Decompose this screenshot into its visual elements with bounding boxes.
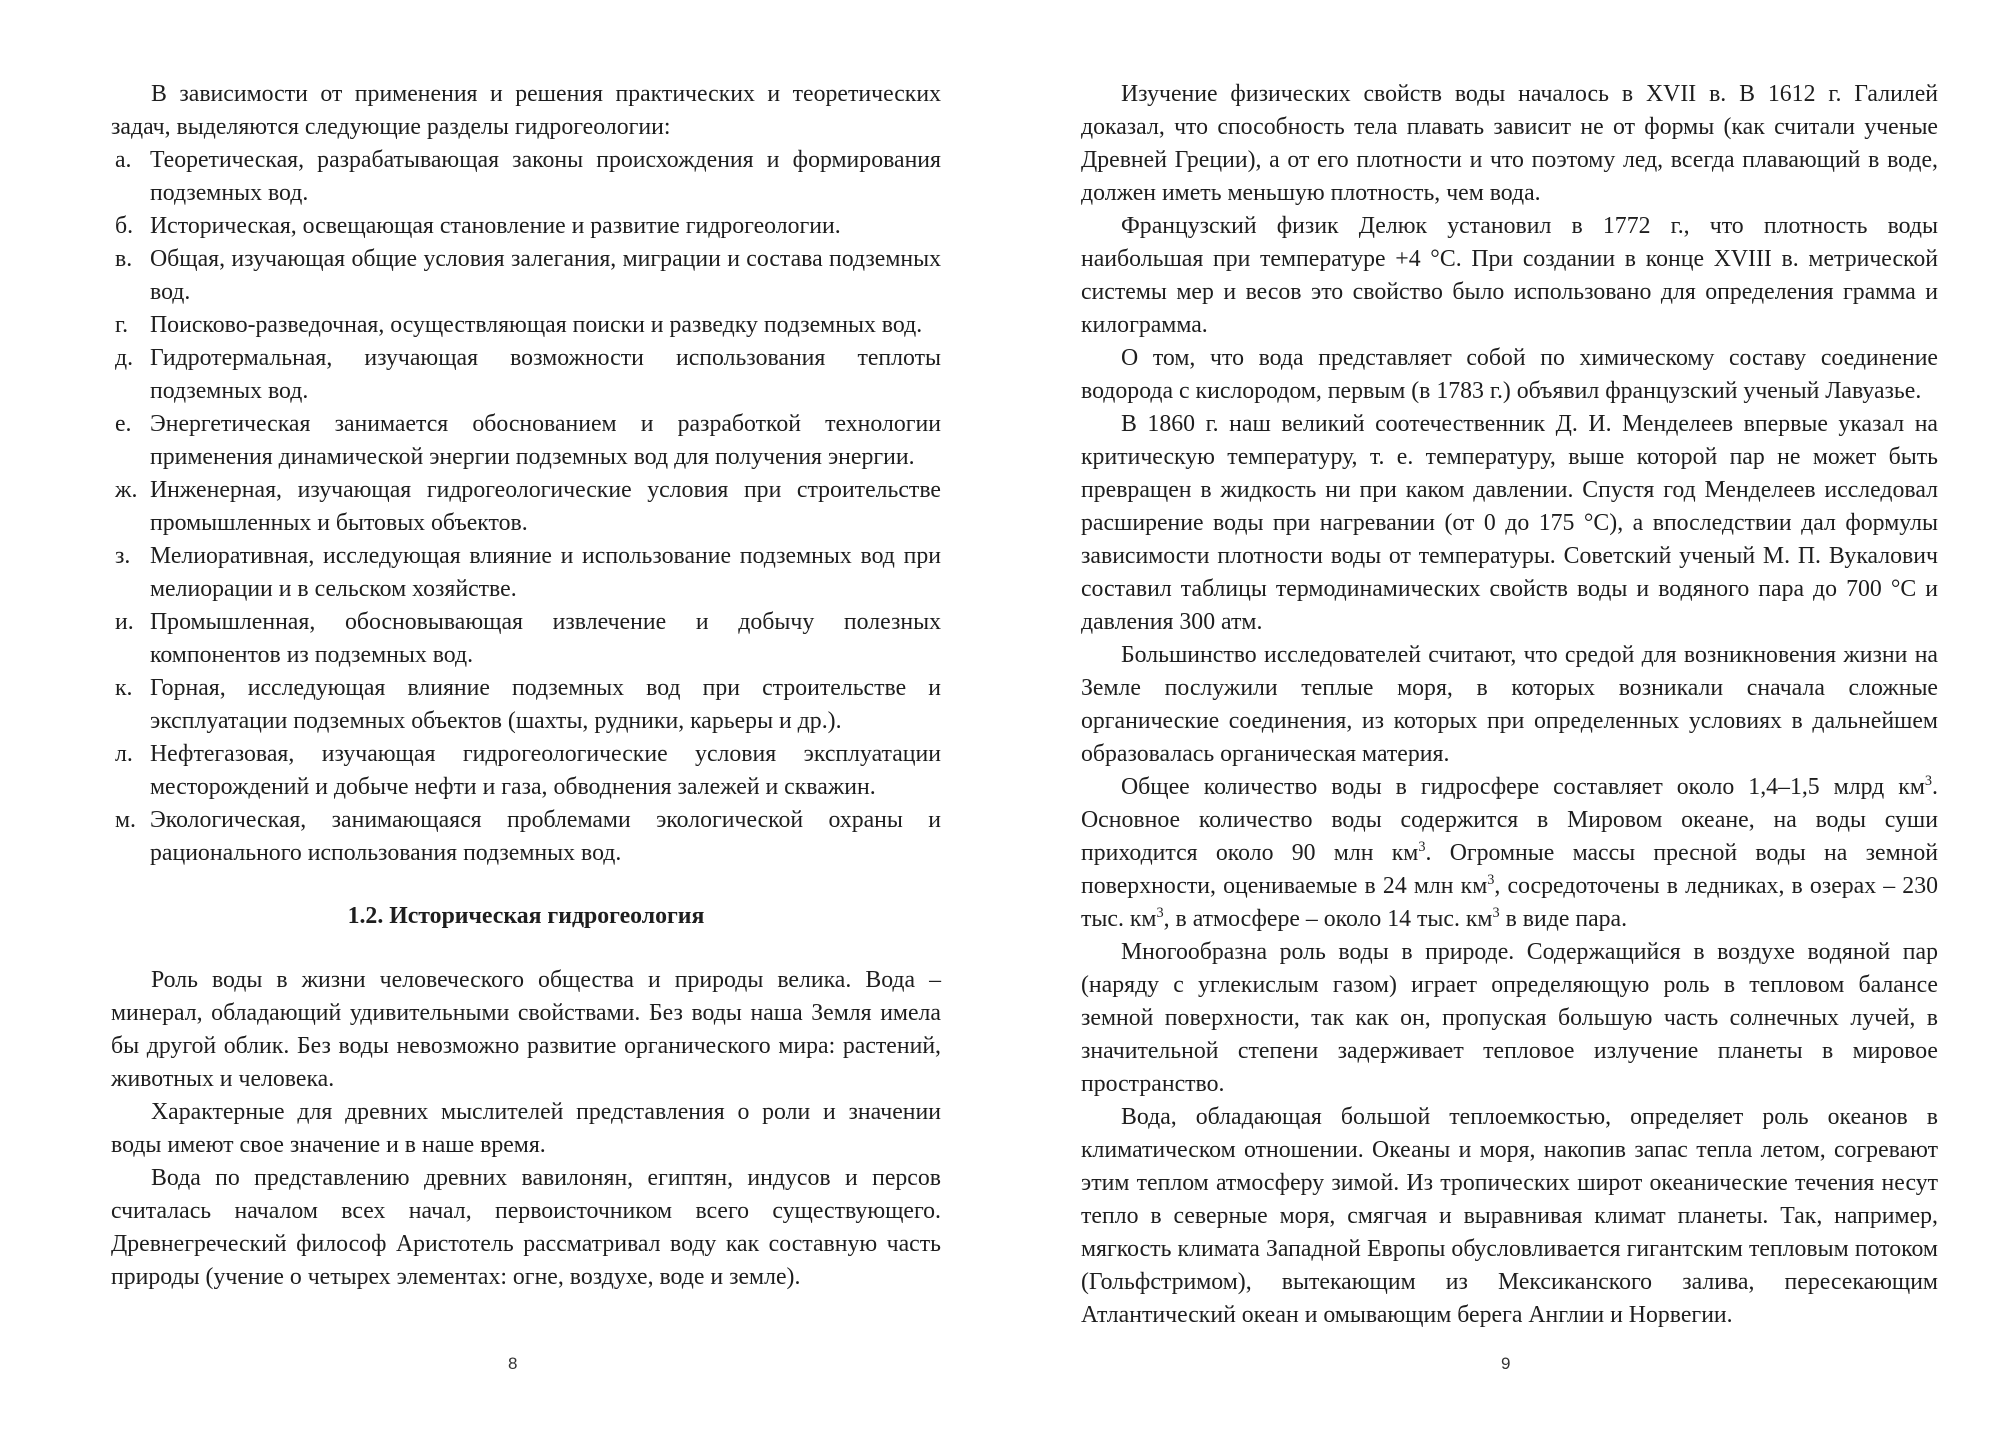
list-marker: а.: [115, 147, 132, 173]
list-item: [111, 738, 941, 804]
superscript: 3: [1418, 839, 1426, 856]
list-marker: в.: [115, 246, 133, 272]
text-fragment: . Огромные массы пресной воды на земной поверхности, оцениваемые в 24 млн км: [1081, 840, 1939, 899]
intro-paragraph: В зависимости от применения и решения практических и теоретических задач, выделяются следующие разделы гидрогеологии:: [111, 81, 941, 140]
sections-list: [111, 144, 941, 870]
list-marker: з.: [115, 543, 131, 569]
text-fragment: . Основное количество воды содержится в Мировом океане, на воды суши приходится около 90 млн км: [1081, 774, 1938, 866]
list-marker: и.: [115, 609, 134, 635]
text-fragment: , в атмосфере – около 14 тыс. км: [1163, 906, 1493, 932]
list-marker: б.: [115, 213, 134, 239]
list-item-text: Промышленная, обосновывающая извлечение и добычу полезных компонентов из подземных вод.: [150, 609, 941, 668]
body-paragraph: Большинство исследователей считают, что средой для возникновения жизни на Земле послужили теплые моря, в которых возникали сначала сложные органические соединения, из которых при определенных условиях в дальнейшем образовалась органическая материя.: [1081, 642, 1938, 767]
list-marker: г.: [115, 312, 129, 338]
text-fragment: , сосредоточены в ледниках, в озерах – 230 тыс. км: [1081, 873, 1938, 932]
list-item-text: Нефтегазовая, изучающая гидрогеологические условия эксплуатации месторождений и добыче нефти и газа, обводнения залежей и скважин.: [150, 741, 941, 800]
body-paragraph: Вода по представлению древних вавилонян, египтян, индусов и персов считалась началом всех начал, первоисточником всего существующего. Древнегреческий философ Аристотель рассматривал воду как составную часть природы (учение о четырех элементах: огне, воздухе, воде и земле).: [111, 1165, 941, 1290]
body-paragraph: Вода, обладающая большой теплоемкостью, определяет роль океанов в климатическом отношении. Океаны и моря, накопив запас тепла летом, согревают этим теплом атмосферу зимой. Из тропических широт океанические течения несут тепло в северные моря, смягчая и выравнивая климат планеты. Так, например, мягкость климата Западной Европы обусловливается гигантским тепловым потоком (Гольфстримом), вытекающим из Мексиканского залива, пересекающим Атлантический океан и омывающим берега Англии и Норвегии.: [1081, 1104, 1938, 1328]
superscript: 3: [1156, 905, 1164, 922]
text-fragment: Общее количество воды в гидросфере составляет около 1,4–1,5 млрд км: [1121, 774, 1925, 800]
right-page: [1081, 78, 1938, 1332]
body-paragraph: В 1860 г. наш великий соотечественник Д. И. Менделеев впервые указал на критическую температуру, т. е. температуру, выше которой пар не может быть превращен в жидкость ни при каком давлении. Спустя год Менделеев исследовал расширение воды при нагревании (от 0 до 175 °С), а впоследствии дал формулы зависимости плотности воды от температуры. Советский ученый М. П. Вукалович составил таблицы термодинамических свойств воды и водяного пара до 700 °С и давления 300 атм.: [1081, 411, 1938, 635]
list-item-text: Инженерная, изучающая гидрогеологические условия при строительстве промышленных и бытовых объектов.: [150, 477, 941, 536]
left-page: [111, 78, 941, 1294]
list-item: [111, 144, 941, 210]
body-paragraph: Роль воды в жизни человеческого общества и природы велика. Вода – минерал, обладающий удивительными свойствами. Без воды наша Земля имела бы другой облик. Без воды невозможно развитие органического мира: растений, животных и человека.: [111, 967, 941, 1092]
list-item-text: Горная, исследующая влияние подземных вод при строительстве и эксплуатации подземных объектов (шахты, рудники, карьеры и др.).: [150, 675, 941, 734]
water-volume-paragraph: [1081, 771, 1938, 936]
list-item: [111, 606, 941, 672]
list-item: [111, 672, 941, 738]
list-marker: м.: [115, 807, 137, 833]
text-fragment: в виде пара.: [1499, 906, 1628, 932]
body-paragraph: Характерные для древних мыслителей представления о роли и значении воды имеют свое значение и в наше время.: [111, 1099, 941, 1158]
list-marker: е.: [115, 411, 132, 437]
body-paragraph: Изучение физических свойств воды началось в XVII в. В 1612 г. Галилей доказал, что способность тела плавать зависит не от формы (как считали ученые Древней Греции), а от его плотности и что поэтому лед, всегда плавающий в воде, должен иметь меньшую плотность, чем вода.: [1081, 81, 1938, 206]
superscript: 3: [1924, 773, 1933, 790]
list-item-text: Энергетическая занимается обоснованием и разработкой технологии применения динамической энергии подземных вод для получения энергии.: [150, 411, 941, 470]
list-item-text: Экологическая, занимающаяся проблемами экологической охраны и рационального использования подземных вод.: [150, 807, 941, 866]
section-heading: 1.2. Историческая гидрогеология: [347, 903, 705, 929]
list-item-text: Поисково-разведочная, осуществляющая поиски и разведку подземных вод.: [150, 312, 923, 338]
list-item: [111, 804, 941, 870]
list-item-text: Общая, изучающая общие условия залегания, миграции и состава подземных вод.: [150, 246, 941, 305]
list-marker: л.: [115, 741, 133, 767]
list-item: [111, 342, 941, 408]
list-item-text: Мелиоративная, исследующая влияние и использование подземных вод при мелиорации и в сельском хозяйстве.: [150, 543, 941, 602]
page-number: 9: [1501, 1354, 1511, 1373]
superscript: 3: [1487, 872, 1495, 889]
list-marker: к.: [115, 675, 133, 701]
superscript: 3: [1492, 905, 1500, 922]
list-item-text: Гидротермальная, изучающая возможности использования теплоты подземных вод.: [150, 345, 941, 404]
body-paragraph: Французский физик Делюк установил в 1772 г., что плотность воды наибольшая при температуре +4 °С. При создании в конце XVIII в. метрической системы мер и весов это свойство было использовано для определения грамма и килограмма.: [1081, 213, 1938, 338]
list-marker: д.: [115, 345, 134, 371]
body-paragraph: О том, что вода представляет собой по химическому составу соединение водорода с кислородом, первым (в 1783 г.) объявил французский ученый Лавуазье.: [1081, 345, 1938, 404]
list-item: [111, 540, 941, 606]
list-item: [111, 210, 941, 243]
list-item: [111, 408, 941, 474]
list-item-text: Теоретическая, разрабатывающая законы происхождения и формирования подземных вод.: [150, 147, 941, 206]
list-marker: ж.: [115, 477, 138, 503]
list-item: [111, 309, 941, 342]
list-item: [111, 243, 941, 309]
page-number: 8: [508, 1354, 518, 1373]
list-item-text: Историческая, освещающая становление и развитие гидрогеологии.: [150, 213, 841, 239]
body-paragraph: Многообразна роль воды в природе. Содержащийся в воздухе водяной пар (наряду с углекислым газом) играет определяющую роль в тепловом балансе земной поверхности, так как он, пропуская большую часть солнечных лучей, в значительной степени задерживает тепловое излучение планеты в мировое пространство.: [1081, 939, 1938, 1097]
list-item: [111, 474, 941, 540]
